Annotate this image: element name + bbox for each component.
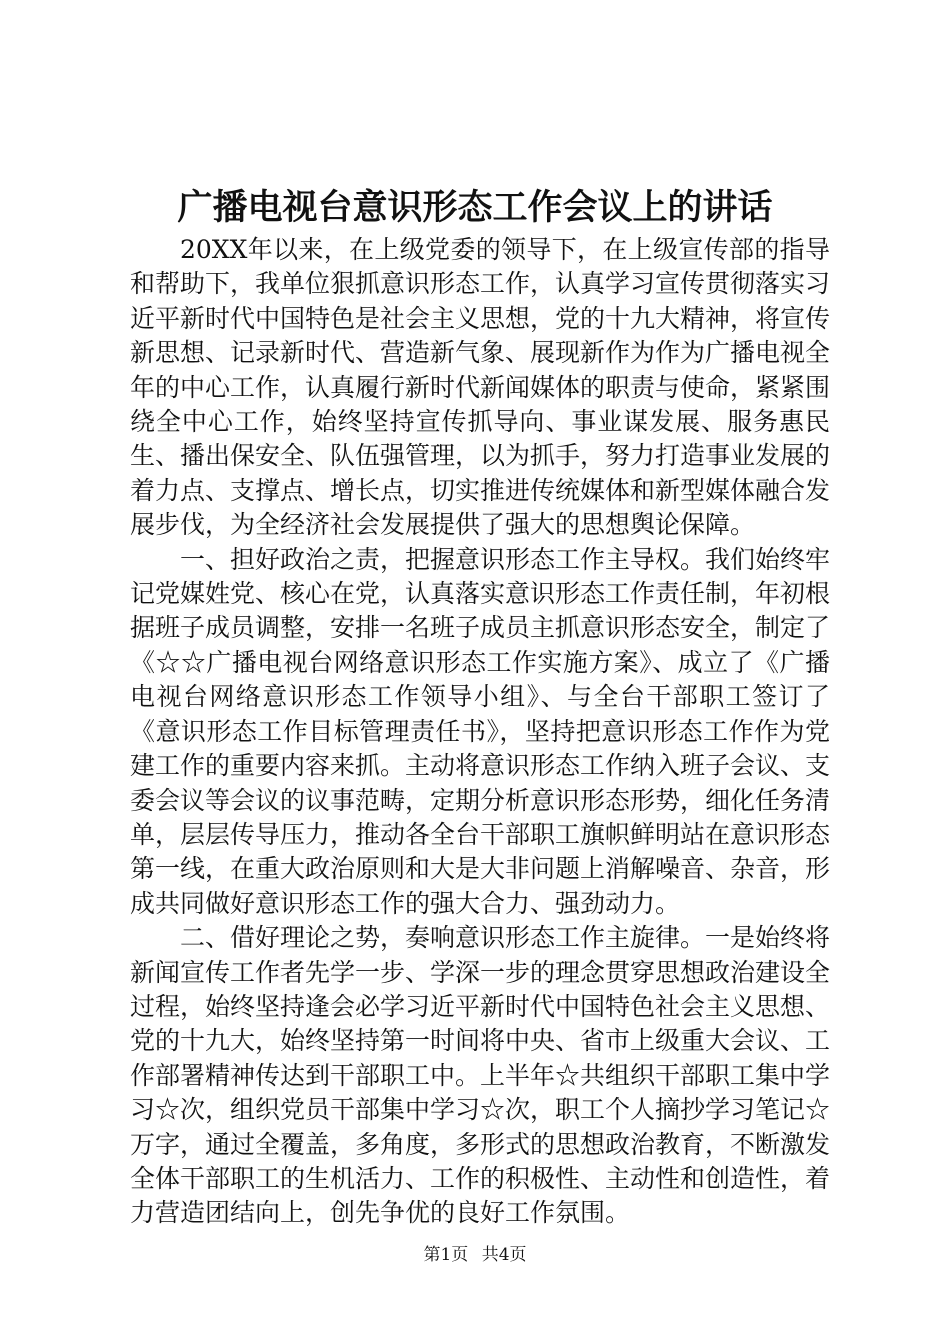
paragraph-intro: 20XX年以来，在上级党委的领导下，在上级宣传部的指导和帮助下，我单位狠抓意识形态工作，认真学习宣传贯彻落实习近平新时代中国特色是社会主义思想，党的十九大精神，将宣传新思想、记录新时代、营造新气象、展现新作为作为广播电视全年的中心工作，认真履行新时代新闻媒体的职责与使命，紧紧围绕全中心工作，始终坚持宣传抓导向、事业谋发展、服务惠民生、播出保安全、队伍强管理，以为抓手，努力打造事业发展的着力点、支撑点、增长点，切实推进传统媒体和新型媒体融合发展步伐，为全经济社会发展提供了强大的思想舆论保障。 [130,235,831,540]
page-number: 第1页 [423,1245,469,1265]
page-total: 共4页 [481,1245,527,1265]
page-footer [0,1244,950,1266]
paragraph-section-two: 二、借好理论之势，奏响意识形态工作主旋律。一是始终将新闻宣传工作者先学一步、学深一步的理念贯穿思想政治建设全过程，始终坚持逢会必学习近平新时代中国特色社会主义思想、党的十九大，始终坚持第一时间将中央、省市上级重大会议、工作部署精神传达到干部职工中。上半年☆共组织干部职工集中学习☆次，组织党员干部集中学习☆次，职工个人摘抄学习笔记☆万字，通过全覆盖，多角度，多形式的思想政治教育，不断激发全体干部职工的生机活力、工作的积极性、主动性和创造性，着力营造团结向上，创先争优的良好工作氛围。 [130,923,831,1228]
paragraph-section-one: 一、担好政治之责，把握意识形态工作主导权。我们始终牢记党媒姓党、核心在党，认真落实意识形态工作责任制，年初根据班子成员调整，安排一名班子成员主抓意识形态安全，制定了《☆☆广播电视台网络意识形态工作实施方案》、成立了《广播电视台网络意识形态工作领导小组》、与全台干部职工签订了《意识形态工作目标管理责任书》，坚持把意识形态工作作为党建工作的重要内容来抓。主动将意识形态工作纳入班子会议、支委会议等会议的议事范畴，定期分析意识形态形势，细化任务清单，层层传导压力，推动各全台干部职工旗帜鲜明站在意识形态第一线，在重大政治原则和大是大非问题上消解噪音、杂音，形成共同做好意识形态工作的强大合力、强劲动力。 [130,544,831,918]
document-title: 广播电视台意识形态工作会议上的讲话 [177,187,773,228]
document-body [130,233,830,1231]
